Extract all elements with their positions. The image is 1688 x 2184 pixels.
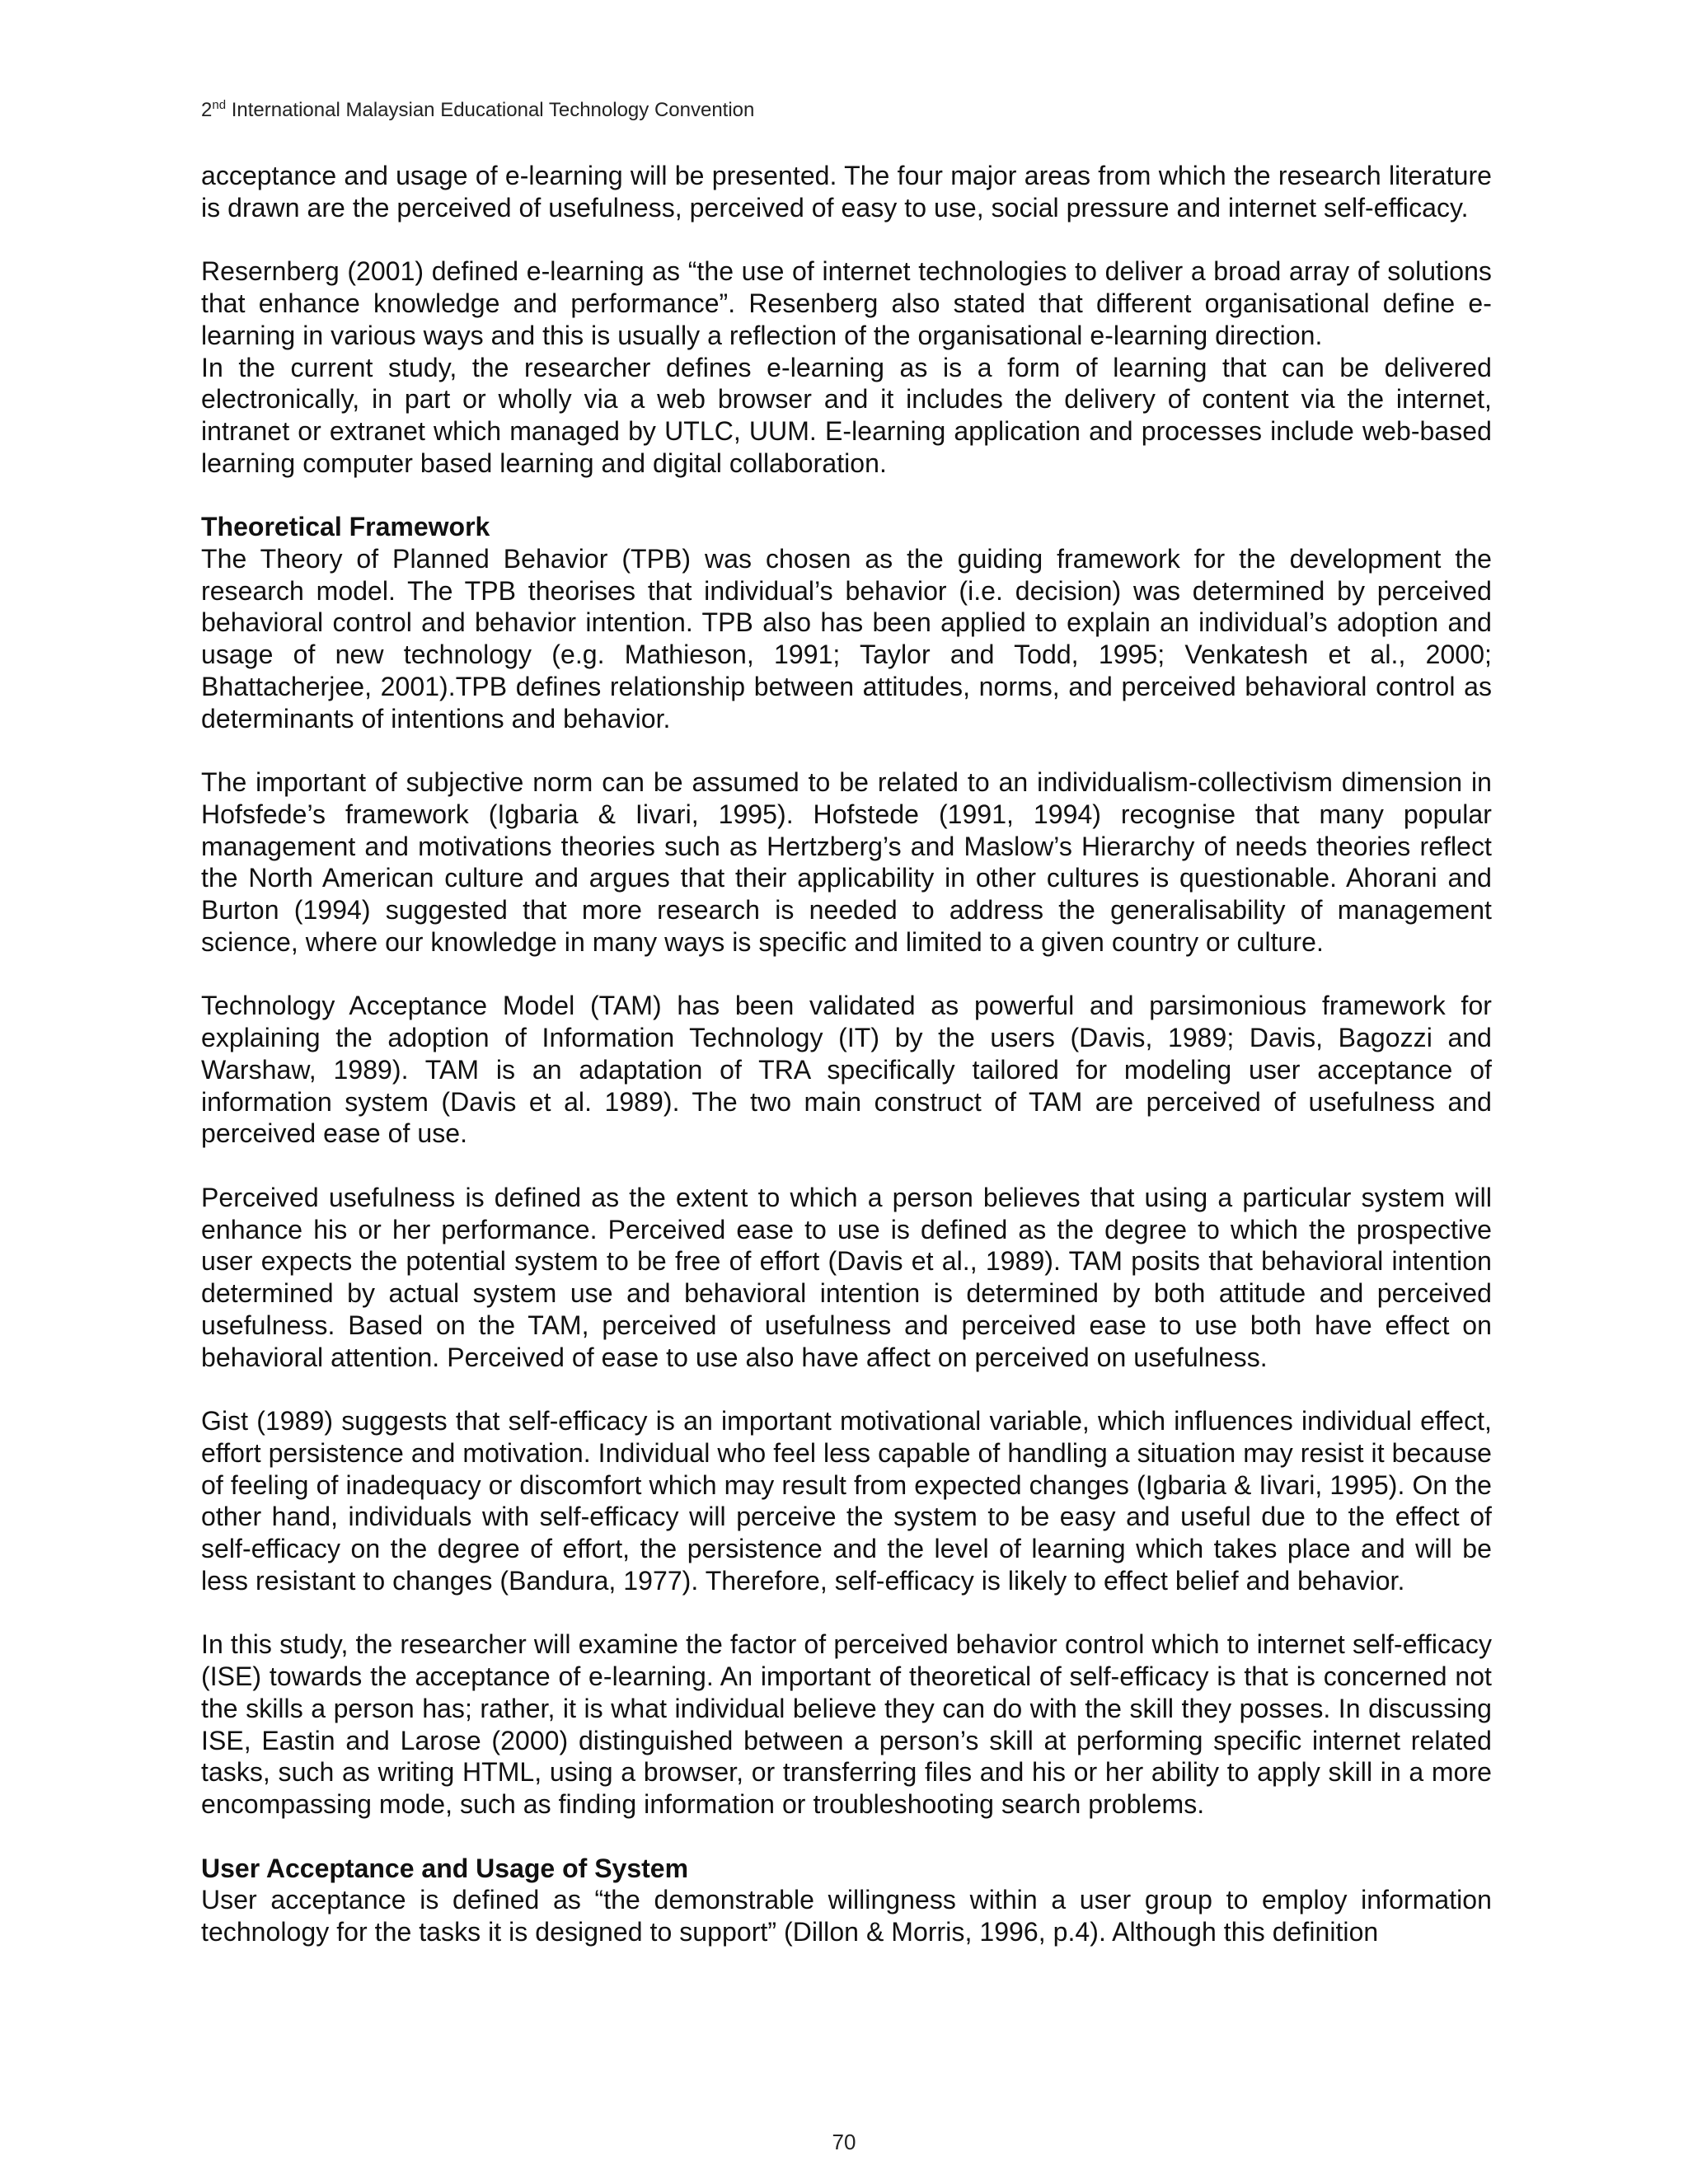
paragraph-user-acceptance: User acceptance is defined as “the demonstrable willingness within a user group to employ information technology for the tasks it is designed to support” (Dillon & Morris, 1996, p.4). Although this definition xyxy=(201,1885,1492,1947)
running-header xyxy=(201,98,754,123)
header-title: International Malaysian Educational Technology Convention xyxy=(226,99,755,121)
paragraph-tam: Technology Acceptance Model (TAM) has been validated as powerful and parsimonious framework for explaining the adoption of Information Technology (IT) by the users (Davis, 1989; Davis, Bagozzi and Warshaw, 1989). TAM is an adaptation of TRA specifically tailored for modeling user acceptance of information system (Davis et al. 1989). The two main construct of TAM are perceived of usefulness and perceived ease of use. xyxy=(201,991,1492,1149)
paragraph-subjective-norm: The important of subjective norm can be assumed to be related to an individualism-collectivism dimension in Hofsfede’s framework (Igbaria & Iivari, 1995). Hofstede (1991, 1994) recognise that many popular management and motivations theories such as Hertzberg’s and Maslow’s Hierarchy of needs theories reflect the North American culture and argues that their applicability in other cultures is questionable. Ahorani and Burton (1994) suggested that more research is needed to address the generalisability of management science, where our knowledge in many ways is specific and limited to a given country or culture. xyxy=(201,767,1492,957)
section-heading-user-acceptance: User Acceptance and Usage of System xyxy=(201,1853,689,1883)
body-text xyxy=(201,160,1492,1948)
paragraph-current-study: In the current study, the researcher defines e-learning as is a form of learning that can be delivered electronically, in part or wholly via a web browser and it includes the delivery of content via the internet, intranet or extranet which managed by UTLC, UUM. E-learning application and processes include web-based learning computer based learning and digital collaboration. xyxy=(201,352,1492,478)
paragraph-elearning-definition: Resernberg (2001) defined e-learning as “the use of internet technologies to deliver a broad array of solutions that enhance knowledge and performance”. Resenberg also stated that different organisational define e-learning in various ways and this is usually a reflection of the organisational e-learning direction. xyxy=(201,256,1492,350)
paragraph-perceived-usefulness: Perceived usefulness is defined as the extent to which a person believes that using a particular system will enhance his or her performance. Perceived ease to use is defined as the degree to which the prospective user expects the potential system to be free of effort (Davis et al., 1989). TAM posits that behavioral intention determined by actual system use and behavioral intention is determined by both attitude and perceived usefulness. Based on the TAM, perceived of usefulness and perceived ease to use both have effect on behavioral attention. Perceived of ease to use also have affect on perceived on usefulness. xyxy=(201,1182,1492,1372)
paragraph-intro: acceptance and usage of e-learning will be presented. The four major areas from which the research literature is drawn are the perceived of usefulness, perceived of easy to use, social pressure and internet self-efficacy. xyxy=(201,161,1492,223)
paragraph-self-efficacy: Gist (1989) suggests that self-efficacy is an important motivational variable, which influences individual effect, effort persistence and motivation. Individual who feel less capable of handling a situation may resist it because of feeling of inadequacy or discomfort which may result from expected changes (Igbaria & Iivari, 1995). On the other hand, individuals with self-efficacy will perceive the system to be easy and useful due to the effect of self-efficacy on the degree of effort, the persistence and the level of learning which takes place and will be less resistant to changes (Bandura, 1977). Therefore, self-efficacy is likely to effect belief and behavior. xyxy=(201,1406,1492,1596)
paragraph-ise: In this study, the researcher will examine the factor of perceived behavior control which to internet self-efficacy (ISE) towards the acceptance of e-learning. An important of theoretical of self-efficacy is that is concerned not the skills a person has; rather, it is what individual believe they can do with the skill they posses. In discussing ISE, Eastin and Larose (2000) distinguished between a person’s skill at performing specific internet related tasks, such as writing HTML, using a browser, or transferring files and his or her ability to apply skill in a more encompassing mode, such as finding information or troubleshooting search problems. xyxy=(201,1629,1492,1819)
page-number: 70 xyxy=(832,2130,856,2154)
paragraph-tpb: The Theory of Planned Behavior (TPB) was chosen as the guiding framework for the development the research model. The TPB theorises that individual’s behavior (i.e. decision) was determined by perceived behavioral control and behavior intention. TPB also has been applied to explain an individual’s adoption and usage of new technology (e.g. Mathieson, 1991; Taylor and Todd, 1995; Venkatesh et al., 2000; Bhattacherjee, 2001).TPB defines relationship between attitudes, norms, and perceived behavioral control as determinants of intentions and behavior. xyxy=(201,544,1492,733)
header-ordinal-suffix: nd xyxy=(212,98,227,112)
header-number: 2 xyxy=(201,99,213,121)
section-heading-theoretical-framework: Theoretical Framework xyxy=(201,512,490,542)
